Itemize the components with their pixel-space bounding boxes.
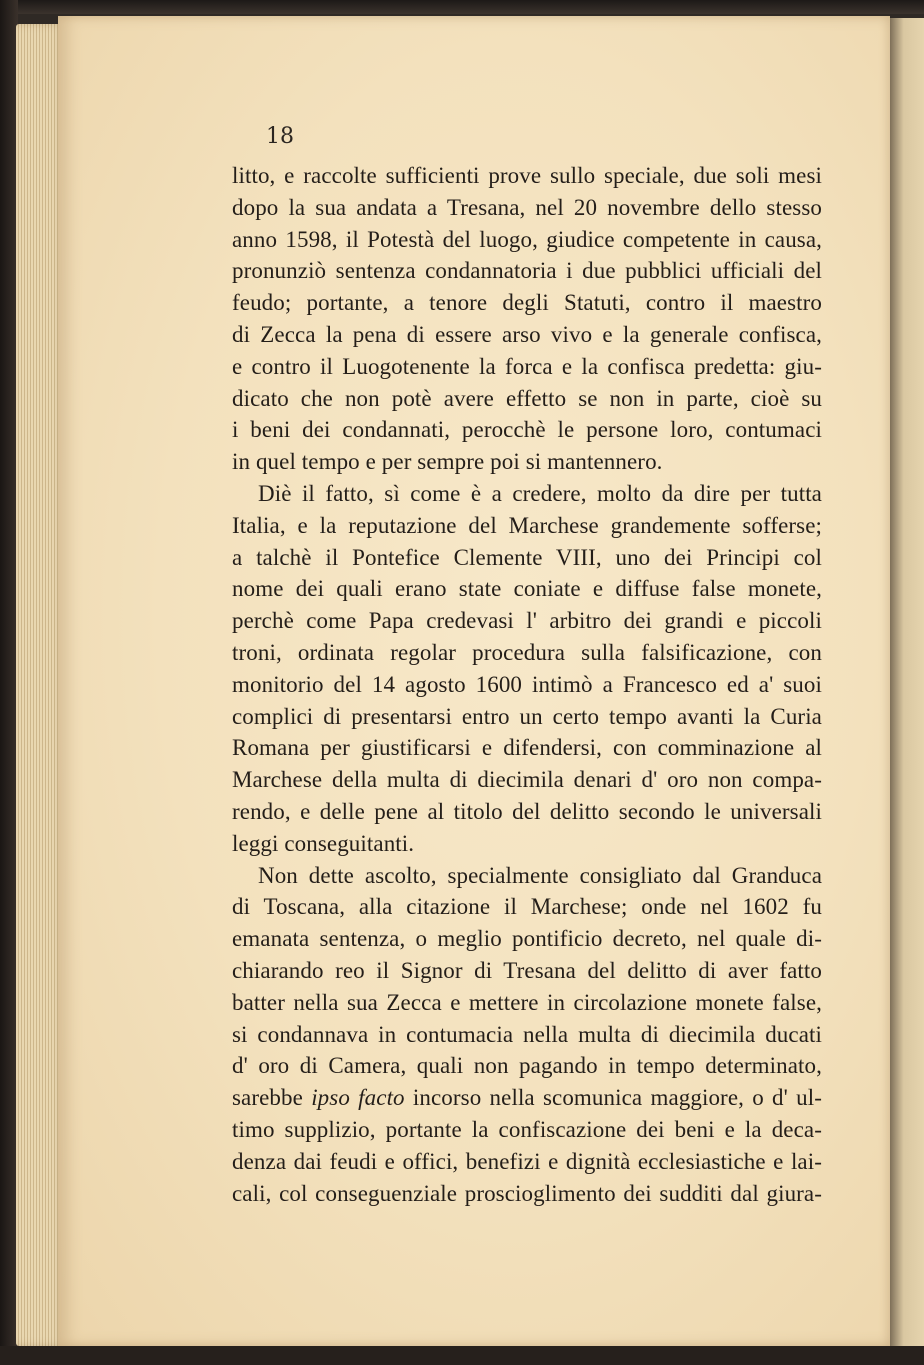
text-line: in quel tempo e per sempre poi si mantennero. [232,449,663,475]
text-line: Italia, e la reputazione del Marchese grandemente sofferse; [232,512,822,538]
text-line: rendo, e delle pene al titolo del delitto secondo le universali [232,798,822,824]
text-line: dicato che non potè avere effetto se non in parte, cioè su [232,385,822,411]
text-line: litto, e raccolte sufficienti prove sullo speciale, due soli mesi [232,163,822,188]
page-number: 18 [266,124,294,149]
text-line: monitorio del 14 agosto 1600 intimò a Francesco ed a' suoi [232,671,822,697]
text-line: perchè come Papa credevasi l' arbitro dei grandi e piccoli [232,608,822,634]
text-line: troni, ordinata regolar procedura sulla falsificazione, con [232,639,822,665]
text-line: i beni dei condannati, perocchè le persone loro, contumaci [232,417,822,443]
text-line: emanata sentenza, o meglio pontificio decreto, nel quale di- [232,926,822,952]
text-line: Romana per giustificarsi e difendersi, con comminazione al [232,735,822,761]
text-segment: incorso nella scomunica maggiore, o d' ul- [404,1085,822,1111]
text-line: pronunziò sentenza condannatoria i due pubblici ufficiali del [232,258,822,284]
text-line: Marchese della multa di diecimila denari d' oro non compa- [232,767,822,793]
text-line: timo supplizio, portante la confiscazione dei beni e la deca- [232,1116,822,1142]
text-line-with-italic [232,1082,822,1114]
scan-bottom-border [0,1346,924,1365]
text-line: complici di presentarsi entro un certo tempo avanti la Curia [232,703,822,729]
text-line: e contro il Luogotenente la forca e la confisca predetta: giu- [232,353,822,379]
page-text [232,160,822,1209]
text-line: leggi conseguitanti. [232,830,415,856]
adjacent-page-edge [890,18,924,1346]
text-line: anno 1598, il Potestà del luogo, giudice competente in causa, [232,226,822,252]
text-line: denza dai feudi e offici, benefizi e dignità ecclesiastiche e lai- [232,1148,822,1174]
text-line: cali, col conseguenziale proscioglimento dei sudditi dal giura- [232,1180,822,1206]
text-line: si condannava in contumacia nella multa di diecimila ducati [232,1021,822,1047]
text-segment: sarebbe [232,1085,312,1111]
text-line: d' oro di Camera, quali non pagando in tempo determinato, [232,1053,822,1079]
text-line: di Zecca la pena di essere arso vivo e la generale confisca, [232,321,822,347]
text-line: nome dei quali erano state coniate e diffuse false monete, [232,576,822,602]
scan-top-border [0,0,924,14]
paragraph-start-line: Diè il fatto, sì come è a credere, molto da dire per tutta [258,480,822,506]
text-line: chiarando reo il Signor di Tresana del delitto di aver fatto [232,957,822,983]
text-line: feudo; portante, a tenore degli Statuti, contro il maestro [232,290,822,316]
italic-phrase: ipso facto [311,1085,405,1111]
paragraph-start-line: Non dette ascolto, specialmente consigliato dal Granduca [258,862,822,888]
text-line: dopo la sua andata a Tresana, nel 20 novembre dello stesso [232,194,822,220]
text-line: batter nella sua Zecca e mettere in circolazione monete false, [232,989,822,1015]
text-line: di Toscana, alla citazione il Marchese; onde nel 1602 fu [232,894,822,920]
text-line: a talchè il Pontefice Clemente VIII, uno dei Principi col [232,544,822,570]
